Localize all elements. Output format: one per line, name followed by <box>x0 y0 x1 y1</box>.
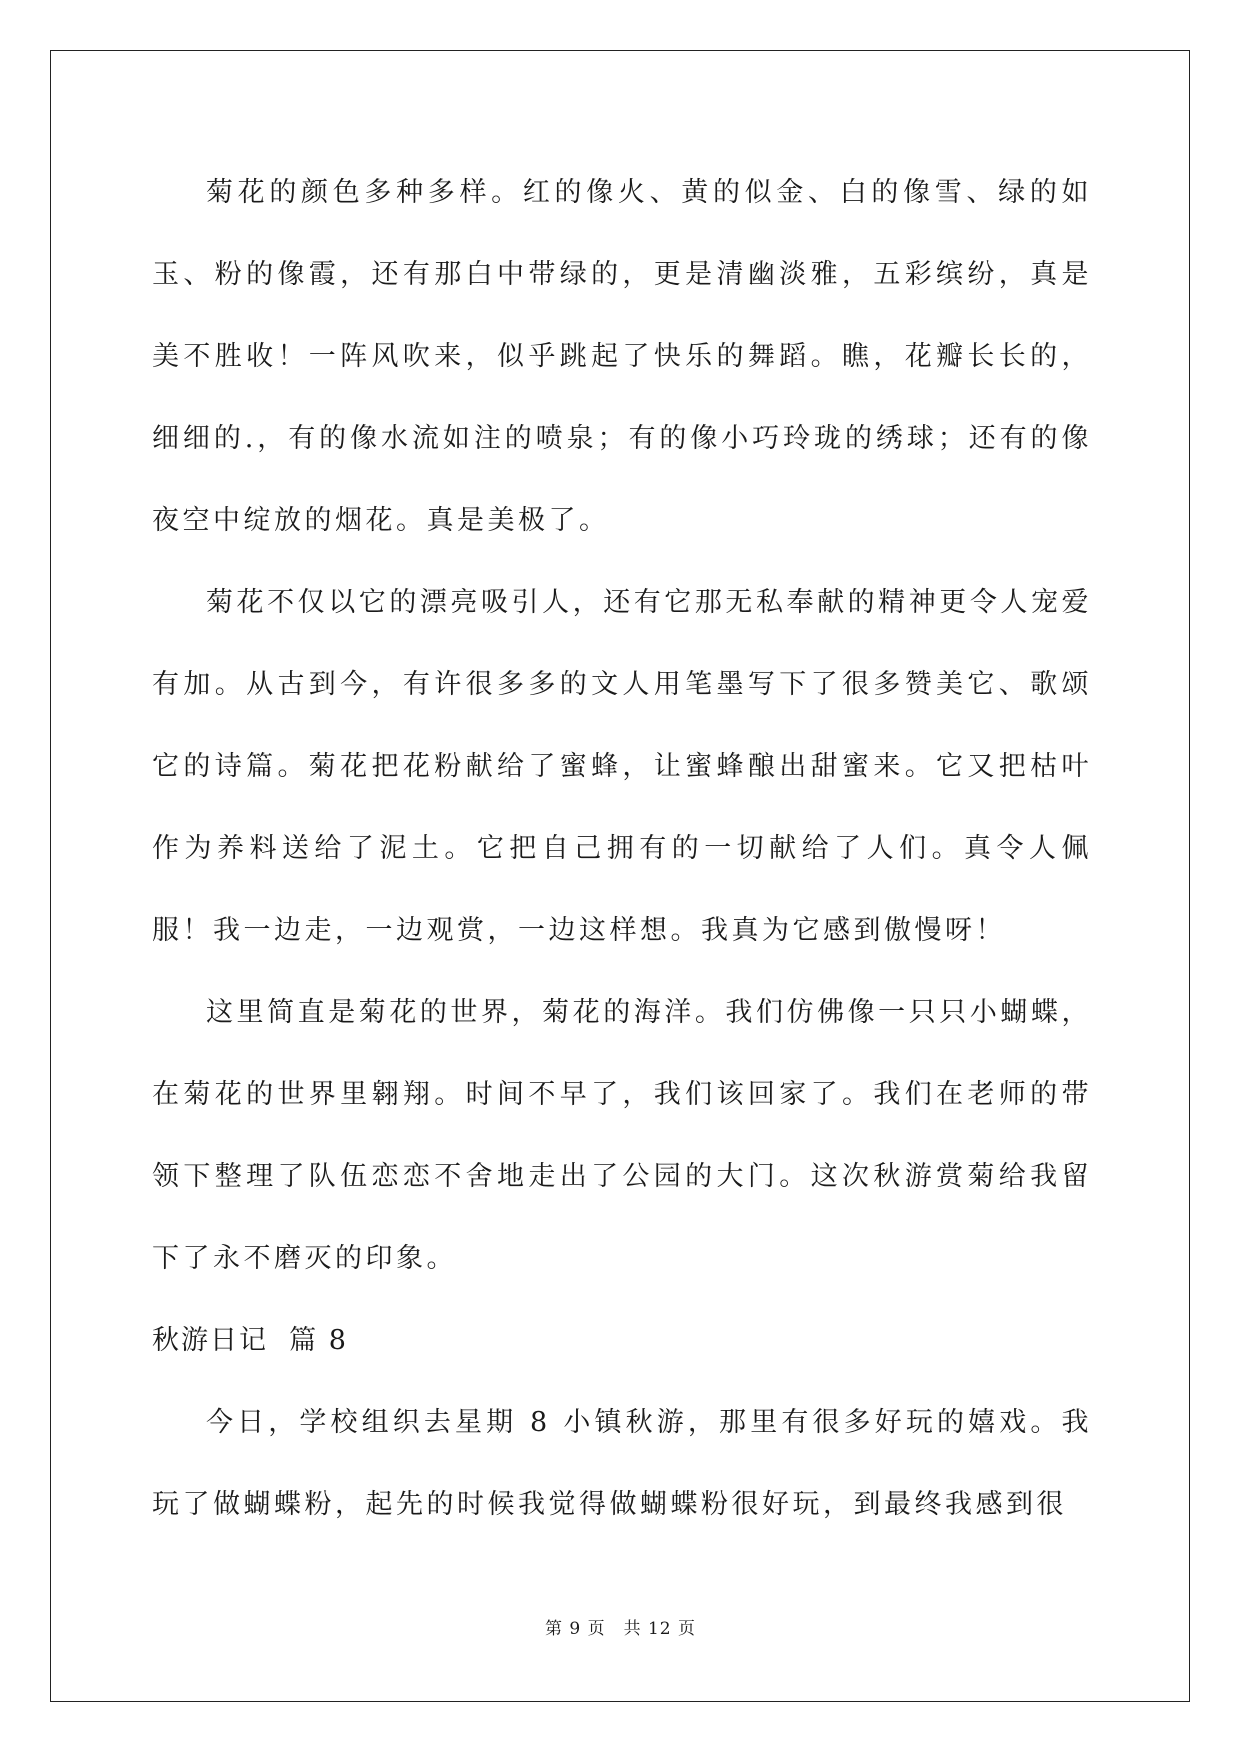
paragraph-2: 菊花不仅以它的漂亮吸引人，还有它那无私奉献的精神更令人宠爱有加。从古到今，有许很多多的文人用笔墨写下了很多赞美它、歌颂它的诗篇。菊花把花粉献给了蜜蜂，让蜜蜂酿出甜蜜来。它又把枯叶作为养料送给了泥土。它把自己拥有的一切献给了人们。真令人佩服！我一边走，一边观赏，一边这样想。我真为它感到傲慢呀！ <box>152 587 1092 946</box>
document-body <box>152 152 1092 1546</box>
section-title: 秋游日记 篇 8 <box>152 1325 348 1356</box>
page-number: 第 9 页 <box>544 1619 606 1639</box>
paragraph-3: 这里简直是菊花的世界，菊花的海洋。我们仿佛像一只只小蝴蝶，在菊花的世界里翱翔。时间不早了，我们该回家了。我们在老师的带领下整理了队伍恋恋不舍地走出了公园的大门。这次秋游赏菊给我留下了永不磨灭的印象。 <box>152 997 1092 1274</box>
paragraph-1: 菊花的颜色多种多样。红的像火、黄的似金、白的像雪、绿的如玉、粉的像霞，还有那白中带绿的，更是清幽淡雅，五彩缤纷，真是美不胜收！一阵风吹来，似乎跳起了快乐的舞蹈。瞧，花瓣长长的，细细的.，有的像水流如注的喷泉；有的像小巧玲珑的绣球；还有的像夜空中绽放的烟花。真是美极了。 <box>152 177 1092 536</box>
total-pages: 共 12 页 <box>623 1619 697 1639</box>
page-footer <box>0 1614 1241 1639</box>
paragraph-4: 今日，学校组织去星期 8 小镇秋游，那里有很多好玩的嬉戏。我玩了做蝴蝶粉，起先的时候我觉得做蝴蝶粉很好玩，到最终我感到很 <box>152 1407 1092 1520</box>
